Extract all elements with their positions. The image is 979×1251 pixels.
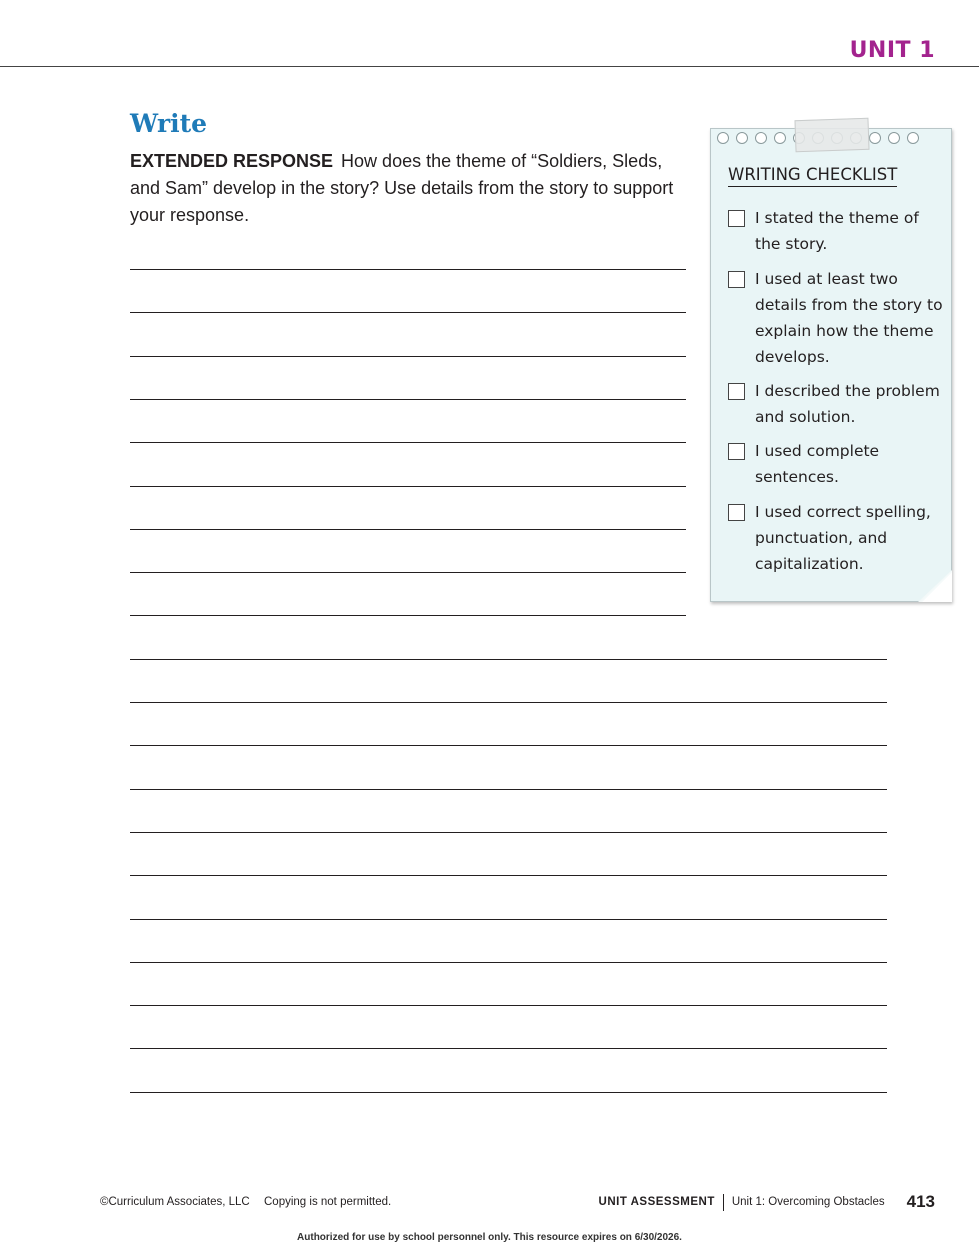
unit-label: UNIT 1 — [849, 38, 935, 63]
answer-line[interactable] — [130, 269, 686, 270]
writing-checklist — [710, 128, 952, 602]
authorization-notice: Authorized for use by school personnel only. This resource expires on 6/30/2026. — [297, 1232, 682, 1243]
answer-line[interactable] — [130, 442, 686, 443]
answer-line[interactable] — [130, 1092, 887, 1093]
unit-title: Unit 1: Overcoming Obstacles — [731, 1196, 885, 1208]
answer-line[interactable] — [130, 1048, 887, 1049]
answer-line[interactable] — [130, 875, 887, 876]
checkbox[interactable] — [728, 210, 745, 227]
checkbox[interactable] — [728, 383, 745, 400]
checkbox[interactable] — [728, 443, 745, 460]
ring-icon — [717, 132, 729, 144]
answer-line[interactable] — [130, 572, 686, 573]
ring-icon — [736, 132, 748, 144]
answer-line[interactable] — [130, 919, 887, 920]
checklist-item-text: I used complete sentences. — [755, 442, 880, 486]
checklist-item[interactable] — [728, 438, 943, 490]
section-title: Write — [130, 109, 208, 138]
prompt-label: EXTENDED RESPONSE — [130, 151, 334, 171]
answer-line[interactable] — [130, 356, 686, 357]
answer-line[interactable] — [130, 962, 887, 963]
ring-icon — [869, 132, 881, 144]
checklist-item[interactable] — [728, 205, 943, 257]
answer-line[interactable] — [130, 1005, 887, 1006]
tape-icon — [794, 118, 869, 153]
checkbox[interactable] — [728, 271, 745, 288]
checklist-item[interactable] — [728, 378, 943, 430]
checklist-item[interactable] — [728, 266, 943, 370]
answer-line[interactable] — [130, 659, 887, 660]
checklist-item-text: I described the problem and solution. — [755, 382, 940, 426]
answer-line[interactable] — [130, 399, 686, 400]
answer-line[interactable] — [130, 832, 887, 833]
question-prompt — [130, 148, 690, 229]
checklist-item[interactable] — [728, 499, 943, 577]
answer-line[interactable] — [130, 615, 686, 616]
answer-line[interactable] — [130, 745, 887, 746]
footer-copy-notice: Copying is not permitted. — [264, 1196, 392, 1208]
ring-icon — [755, 132, 767, 144]
checklist-title: WRITING CHECKLIST — [728, 165, 897, 187]
footer-divider — [723, 1194, 724, 1211]
prompt-text: How does the theme of “Soldiers, Sleds, and Sam” develop in the story? Use details from the story to support your response. — [130, 151, 674, 225]
footer-copyright: ©Curriculum Associates, LLC — [100, 1196, 250, 1208]
answer-line[interactable] — [130, 702, 887, 703]
answer-line[interactable] — [130, 529, 686, 530]
checklist-item-text: I used correct spelling, punctuation, and capitalization. — [755, 503, 931, 573]
page-number: 413 — [906, 1192, 935, 1211]
answer-line[interactable] — [130, 486, 686, 487]
checklist-item-text: I stated the theme of the story. — [755, 209, 919, 253]
answer-line[interactable] — [130, 312, 686, 313]
ring-icon — [888, 132, 900, 144]
header-rule — [0, 66, 979, 67]
assessment-label: UNIT ASSESSMENT — [598, 1196, 715, 1208]
footer-right — [599, 1192, 935, 1212]
ring-icon — [907, 132, 919, 144]
ring-icon — [774, 132, 786, 144]
answer-line[interactable] — [130, 789, 887, 790]
checkbox[interactable] — [728, 504, 745, 521]
checklist-item-text: I used at least two details from the story to explain how the theme develops. — [755, 270, 943, 366]
